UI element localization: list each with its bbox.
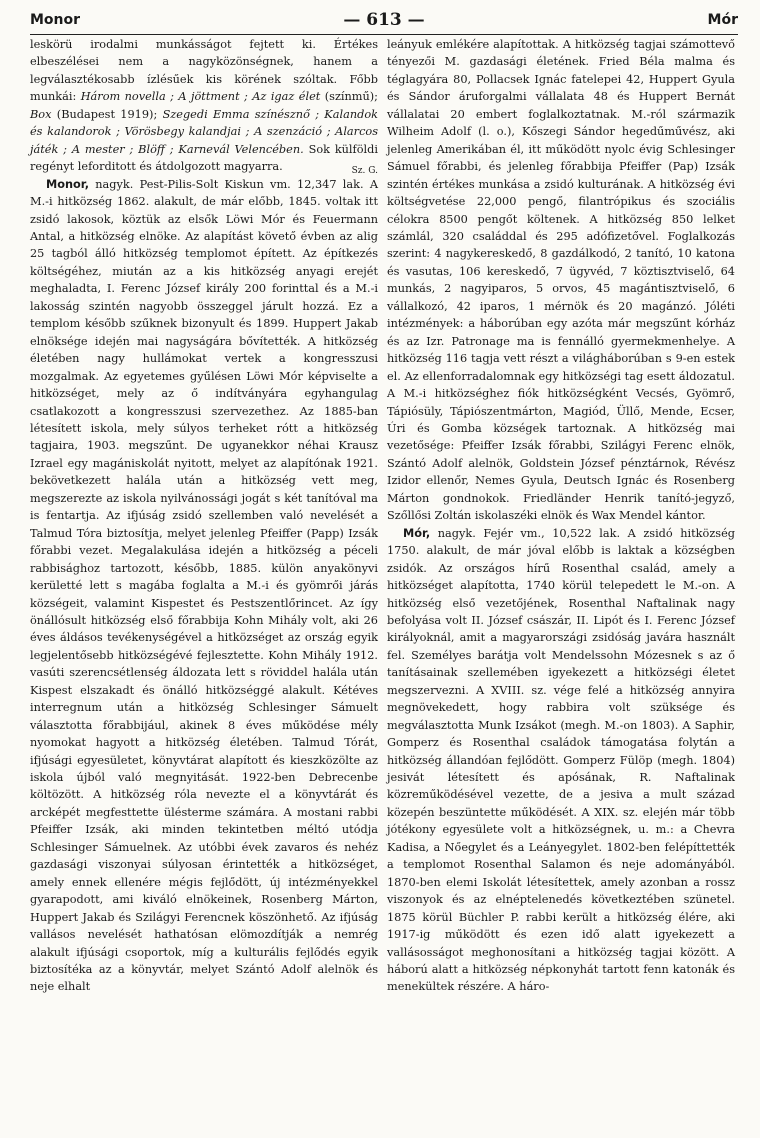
works-list-2: Szegedi Emma színésznő ; Kalandok és kalandorok ; Vörösbegy kalandjai ; A szenzáció ; Alarcos játék ; A mester ; Blöff ; Karnevál Velencében. (30, 107, 378, 156)
entry-continuation: leskörü irodalmi munkásságot fejtett ki. Értékes elbeszélései nem a nagyközönségnek, hanem a legválasztékosabb ízlésűek kis körének szóltak. Főbb munkái: Három novella ; A jöttment ; Az igaz élet (színmű); Box (Budapest 1919); Szegedi Emma színésznő ; Kalandok és kalandorok ; Vörösbegy kalandjai ; A szenzáció ; Alarcos játék ; A mester ; Blöff ; Karnevál Velencében. Sok külföldi regényt leforditott és átdolgozott magyarra. (30, 38, 378, 174)
entry-monor: Monor, nagyk. Pest-Pilis-Solt Kiskun vm. 12,347 lak. A M.-i hitközség 1862. alakult, de már előbb, 1845. voltak itt zsidó lakosok, köztük az elsők Löwi Mór és Feuermann Antal, a hitközség elnöke. Az alapítást követő évben az alig 25 tagból álló hitközség templomot épített. Az építkezés költségéhez, miután az a kis hitközség anyagi erejét meghaladta, I. Ferenc József király 200 forinttal és a M.-i lakosság szintén nagyobb összeggel járult hozzá. Ez a templom később szűknek bizonyult és 1899. Huppert Jakab elnöksége idején mai nagyságára bővítették. A hitközség életében nagy hullámokat vertek a kongresszusi mozgalmak. Az egyetemes gyűlésen Löwi Mór képviselte a hitközséget, mely az ő indítványára egyhangulag csatlakozott a kongresszusi szervezethez. Az 1885-ban létesített iskola, mely súlyos terheket rótt a hitközség tagjaira, 1903. megszűnt. De ugyanekkor néhai Krausz Izrael egy magániskolát nyitott, melyet az alapítónak 1921. bekövetkezett halála után a hitközség vett meg, megszerezte az iskola nyilvánossági jogát s két tanítóval ma is fentartja. Az ifjúság zsidó szellemben való nevelését a Talmud Tóra biztosítja, melyet jelenleg Pfeiffer (Papp) Izsák főrabbi vezet. Megalakulása idején a hitközség a péceli rabbisághoz tartozott, később, 1885. külön anyakönyvi kerületté lett s magába foglalta a M.-i és gyömrői járás községeit, valamint Kispestet és Pestszentlőrincet. Az így önállósult hitközség első főrabbija Kohn Mihály volt, aki 26 éves áldásos tevékenységével a hitközséget az ország egyik legjelentősebb hitközségévé fejlesztette. Kohn Mihály 1912. vasúti szerencsétlenség áldozata lett s röviddel halála után Kispest elszakadt és önálló hitközséggé alakult. Kétéves interregnum után a hitközség Schlesinger Sámuelt választotta főrabbijául, akinek 8 éves működése mély nyomokat hagyott a hitközség életében. Talmud Tórát, ifjúsági egyesületet, könyvtárat alapított és kieszközölte az iskola újból való megnyitását. 1922-ben Debrecenbe költözött. A hitközség róla nevezte el a könyvtárát és arcképét megfesttette ülésterme számára. A mostani rabbi Pfeiffer Izsák, aki minden tekintetben méltó utódja Schlesinger Sámuelnek. Az utóbbi évek zavaros és nehéz gazdasági viszonyai súlyosan érintették a hitközséget, amely ennek ellenére mégis fejlődött, új intézményekkel gyarapodott, ami kiváló elnökeinek, Rosenberg Márton, Huppert Jakab és Szilágyi Ferencnek köszönhető. Az ifjúság vallásos nevelését hathatósan elömozdítják a nemrég alakult ifjúsági csoportok, míg a kulturális fejlődés egyik biztosítéka az a könyvtár, melyet Szántó Adolf alelnök és neje elhalt (30, 177, 378, 994)
works-list: Három novella ; A jöttment ; Az igaz élet (80, 90, 321, 104)
running-head-left: Monor (30, 12, 81, 28)
lemma-monor: Monor, (46, 177, 90, 191)
entry-mor: Mór, nagyk. Fejér vm., 10,522 lak. A zsidó hitközség 1750. alakult, de már jóval előbb is laktak a községben zsidók. Az országos hírű Rosenthal család, amely a hitközséget alapította, 1740 körül telepedett le M.-on. A hitközség első vezetőjének, Rosenthal Naftalinak nagy befolyása volt II. József császár, II. Lipót és I. Ferenc József királyoknál, amit a magyarországi zsidóság javára használt fel. Személyes barátja volt Mendelssohn Mózesnek s az ő tanításainak szellemében igyekezett a hitközségi életet megszervezni. A XVIII. sz. vége felé a hitközség annyira megnövekedett, hogy rabbira volt szüksége és megválasztotta Munk Izsákot (megh. M.-on 1803). A Saphir, Gomperz és Rosenthal családok támogatása folytán a hitközség állandóan fejlődött. Gomperz Fülöp (megh. 1804) jesivát létesített és apósának, R. Naftalinak közreműködésével vezette, de a jesiva a mult század közepén beszüntette működését. A XIX. sz. elején már több jótékony egyesülete volt a hitközségnek, u. m.: a Chevra Kadisa, a Nőegylet és a Leányegylet. 1802-ben felépíttették a templomot Rosenthal Salamon és neje adományából. 1870-ben elemi Iskolát létesítettek, amely azonban a rossz viszonyok és az elnéptelenedés következtében szünetel. 1875 körül Büchler P. rabbi került a hitközség élére, aki 1917-ig működött és ezen idő alatt igyekezett a vallásosságot meghonosítani a hitközség tagjai között. A háború alatt a hitközség népkonyhát tartott fenn katonák és menekültek részére. A háro- (387, 526, 735, 994)
lemma-mor: Mór, (403, 526, 431, 540)
left-column (30, 36, 378, 996)
entry-monor-continuation: leányuk emlékére alapítottak. A hitközség tagjai számottevő tényezői M. gazdasági életének. Fried Béla malma és téglagyára 80, Pollacsek Ignác fatelepei 42, Huppert Gyula és Sándor áruforgalmi vállalata 48 és Huppert Bernát vállalatai 20 embert foglalkoztatnak. M.-ról származik Wilheim Adolf (l. o.), Kőszegi Sándor hegedűművész, aki jelenleg Amerikában él, itt működött nyolc évig Schlesinger Sámuel főrabbi, és jelenleg főrabbija Pfeiffer (Pap) Izsák szintén értékes munkása a zsidó kulturának. A hitközség évi költségvetése 22,000 pengő, filantrópikus és szociális célokra 8500 pengőt költenek. A hitközség 850 lelket számlál, 320 családdal és 295 adófizetővel. Foglalkozás szerint: 4 nagykereskedő, 8 gazdálkodó, 2 tanító, 10 katona és vasutas, 106 kereskedő, 7 ügyvéd, 7 köztisztviselő, 64 munkás, 2 nagyiparos, 5 orvos, 45 magántisztviselő, 6 vállalkozó, 42 iparos, 1 mérnök és 20 magánzó. Jóléti intézmények: a háborúban egy azóta már megszűnt kórház és az Izr. Patronage ma is fennálló gyermekmenhelye. A hitközség 116 tagja vett részt a világháborúban s 9-en estek el. Az ellenforradalomnak egy hitközségi tag esett áldozatul. A M.-i hitközséghez fiók hitközségként Vecsés, Gyömrő, Tápiósüly, Tápiószentmárton, Magiód, Üllő, Mende, Ecser, Úri és Gomba községek tartoznak. A hitközség mai vezetősége: Pfeiffer Izsák főrabbi, Szilágyi Ferenc elnök, Szántó Adolf alelnök, Goldstein József pénztárnok, Révész Izidor ellenőr, Nemes Gyula, Deutsch Ignác és Rosenberg Márton gondnokok. Friedländer Henrik tanító-jegyző, Szőllősi Zoltán iskolaszéki elnök és Wax Mendel kántor. (387, 38, 735, 523)
page-number: — 613 — (343, 10, 425, 30)
work-title: Box (30, 107, 52, 121)
page-header (30, 8, 738, 35)
right-column (387, 36, 735, 996)
running-head-right: Mór (707, 12, 738, 28)
author-signature: Sz. G. (351, 165, 378, 176)
